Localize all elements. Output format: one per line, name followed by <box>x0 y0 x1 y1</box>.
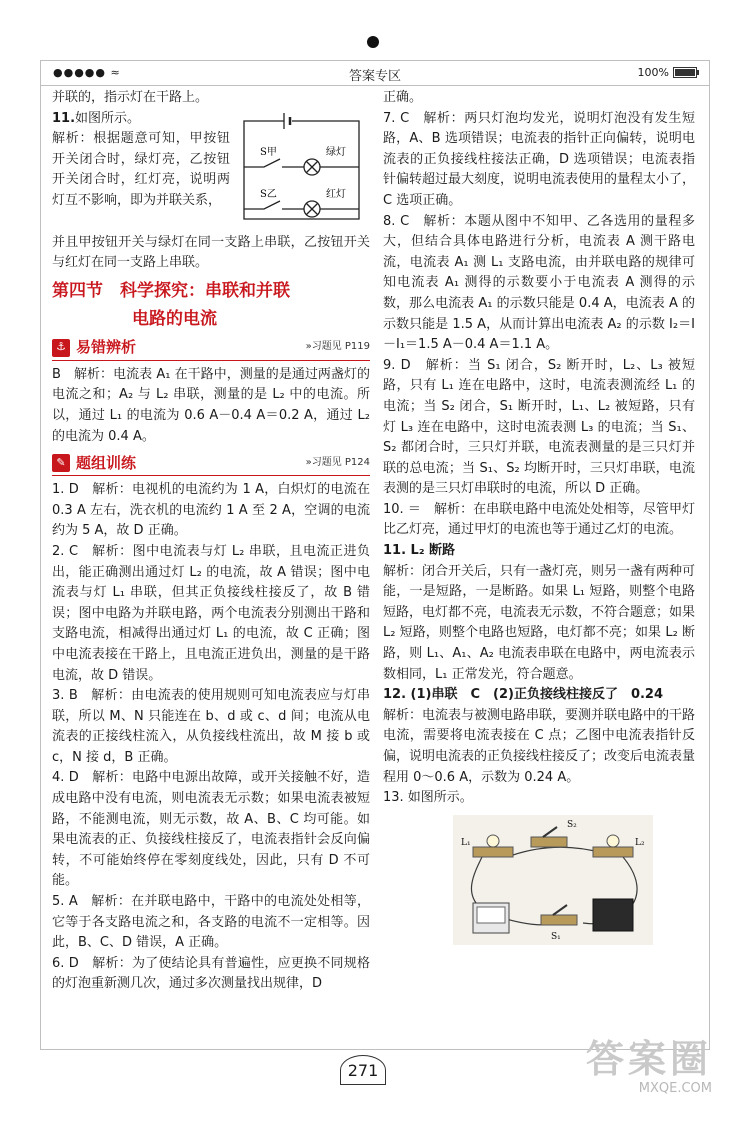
answer-q11-head: 11. L₂ 断路 <box>383 543 456 559</box>
q11-number: 11. <box>52 110 76 126</box>
battery-level: 100% <box>637 66 669 79</box>
circuit-photo-q13 <box>453 815 653 945</box>
watermark-logo: 答案圈 <box>585 1037 712 1081</box>
answer-q3: 3. B 解析：由电流表的使用规则可知电流表应与灯串联，所以 M、N 只能连在 b、d 或 c、d 间；电流从电流表的正接线柱流入，从负接线柱流出，故 M 接 b 或 c，N 接 d，B 正确。 <box>52 688 370 765</box>
photo-label-l2: L₂ <box>635 837 645 848</box>
photo-label-l1: L₁ <box>461 837 471 848</box>
error-analysis-answer: B 解析：电流表 A₁ 在干路中，测量的是通过两盏灯的电流之和；A₂ 与 L₂ 串联，测量的是 L₂ 中的电流。所以，通过 L₁ 的电流为 0.6 A－0.4 A＝0.2 A，通过 L₂ 的电流为 0.4 A。 <box>52 366 370 444</box>
signal-icon: ●●●●● ≈ <box>53 66 121 79</box>
error-analysis-label: 易错辨析 <box>76 338 137 357</box>
watermark-url: MXQE.COM <box>638 1081 712 1096</box>
group-training-bar <box>52 451 370 476</box>
answer-q12-head: 12. (1)串联 C (2)正负接线柱接反了 0.24 <box>383 687 664 703</box>
battery-indicator <box>638 66 697 79</box>
photo-label-s1: S₁ <box>551 931 561 942</box>
pencil-icon: ✎ <box>52 454 70 472</box>
answer-q6: 6. D 解析：为了使结论具有普遍性，应更换不同规格的灯泡重新测几次，通过多次测量找出规律，D <box>52 955 370 992</box>
q11-block <box>52 109 370 233</box>
answer-q10: 10. ＝ 解析：在串联电路中电流处处相等，尽管甲灯比乙灯亮，通过甲灯的电流也等于通过乙灯的电流。 <box>383 501 695 538</box>
page-number: 271 <box>340 1055 386 1085</box>
status-bar <box>41 61 709 86</box>
q11-analysis-cont: 并且甲按钮开关与绿灯在同一支路上串联，乙按钮开关与红灯在同一支路上串联。 <box>52 234 370 271</box>
answer-q13: 13. 如图所示。 <box>383 790 473 806</box>
section-title-line1: 第四节 科学探究：串联和并联 <box>52 280 290 301</box>
right-line-0: 正确。 <box>383 90 423 105</box>
answer-q1: 1. D 解析：电视机的电流约为 1 A，白炽灯的电流在 0.3 A 左右，洗衣机的电流约 1 A 至 2 A，空调的电流约为 5 A，故 D 正确。 <box>52 482 370 539</box>
answer-q4: 4. D 解析：电路中电源出故障，或开关接触不好，造成电路中没有电流，则电流表无示数；如果电流表被短路，不能测电流，则无示数，故 A、B、C 均可能。如果电流表的正、负接线柱接反了，电流表指针会反向偏转，不可能始终停在零刻度线处，因此，只有 D 不可能。 <box>52 770 370 889</box>
answer-q2: 2. C 解析：图中电流表与灯 L₂ 串联，且电流正进负出，能正确测出通过灯 L₂ 的电流，故 A 错误；图中电流表与灯 L₁ 串联，但其正负接线柱接反了，故 B 错误；图中电路为并联电路，两个电流表分别测出干路和支路电流，相减得出通过灯 L₁ 的电流，故 C 正确；图中电流表接在干路上，且电流正进负出，测量的是干路电流，故 D 错误。 <box>52 543 370 683</box>
error-analysis-ref: »习题见 P119 <box>305 341 370 353</box>
battery-icon <box>673 67 697 78</box>
section-title-line2: 电路的电流 <box>132 308 217 329</box>
q11-analysis: 解析：根据题意可知，甲按钮开关闭合时，绿灯亮，乙按钮开关闭合时，红灯亮，说明两灯互不影响，即为并联关系， <box>52 131 230 208</box>
left-column <box>52 88 370 995</box>
status-title: 答案专区 <box>348 69 401 84</box>
switch-label-top: S甲 <box>260 146 277 158</box>
left-line-1: 并联的，指示灯在干路上。 <box>52 90 209 105</box>
answer-q12: 解析：电流表与被测电路串联，要测并联电路中的干路电流，需要将电流表接在 C 点；乙图中电流表指针反偏，说明电流表的正负接线柱接反了；改变后电流表量程用 0～0.6 A，示数为 0.24 A。 <box>383 707 696 785</box>
answer-q11: 解析：闭合开关后，只有一盏灯亮，则另一盏有两种可能，一是短路，一是断路。如果 L₁ 短路，则整个电路短路，电灯都不亮，电流表无示数，不符合题意；如果 L₂ 短路，则整个电路也短路，电灯都不亮；如果 L₂ 断路，则 L₁、A₁、A₂ 电流表串联在电路中，两电流表示数相同，L₁ 正常发光，符合题意。 <box>383 563 696 682</box>
anchor-icon: ⚓ <box>52 339 70 357</box>
camera-dot <box>367 36 379 48</box>
answer-q7: 7. C 解析：两只灯泡均发光，说明灯泡没有发生短路，A、B 选项错误；电流表的指针正向偏转，说明电流表的正负接线柱接法正确，D 选项错误；电流表指针偏转超过最大刻度，说明电流表使用的量程太小了，C 选项正确。 <box>383 110 696 208</box>
lamp-label-green: 绿灯 <box>326 146 346 158</box>
watermark <box>552 1037 712 1117</box>
right-column <box>383 88 695 952</box>
answer-q8: 8. C 解析：本题从图中不知甲、乙各选用的量程多大，但结合具体电路进行分析，电流表 A 测干路电流，电流表 A₁ 测 L₁ 支路电流，由并联电路的规律可知电流表 A₁ 测得的示数要小于电流表 A 测得的示数，那么电流表 A₁ 的示数只能是 0.4 A，电流表 A 的示数只能是 1.5 A，从而计算出电流表 A₂ 的示数 I₂＝I－I₁＝1.5 A－0.4 A＝1.1 A。 <box>383 213 695 353</box>
photo-label-s2: S₂ <box>567 819 577 830</box>
q11-text: 如图所示。 <box>75 110 141 126</box>
answer-q9: 9. D 解析：当 S₁ 闭合，S₂ 断开时，L₂、L₃ 被短路，只有 L₁ 连在电路中，这时，电流表测流经 L₁ 的电流；当 S₂ 闭合，S₁ 断开时，L₁、L₂ 被短路，只有灯 L₃ 连在电路中，这时电流表测 L₃ 的电流；当 S₁、S₂ 都闭合时，三只灯并联，电流表测量的是三只灯并联的总电流；当 S₁、S₂ 均断开时，三只灯串联，电流表测的是三只灯串联时的电流，所以 D 正确。 <box>383 357 695 497</box>
group-training-label: 题组训练 <box>76 453 137 472</box>
lamp-label-red: 红灯 <box>326 188 346 200</box>
group-training-ref: »习题见 P124 <box>305 456 370 468</box>
switch-label-bottom: S乙 <box>260 188 277 200</box>
error-analysis-bar <box>52 336 370 361</box>
answer-q5: 5. A 解析：在并联电路中，干路中的电流处处相等，它等于各支路电流之和，各支路的电流不一定相等。因此，B、C、D 错误，A 正确。 <box>52 894 370 951</box>
circuit-diagram-q11 <box>234 109 370 233</box>
